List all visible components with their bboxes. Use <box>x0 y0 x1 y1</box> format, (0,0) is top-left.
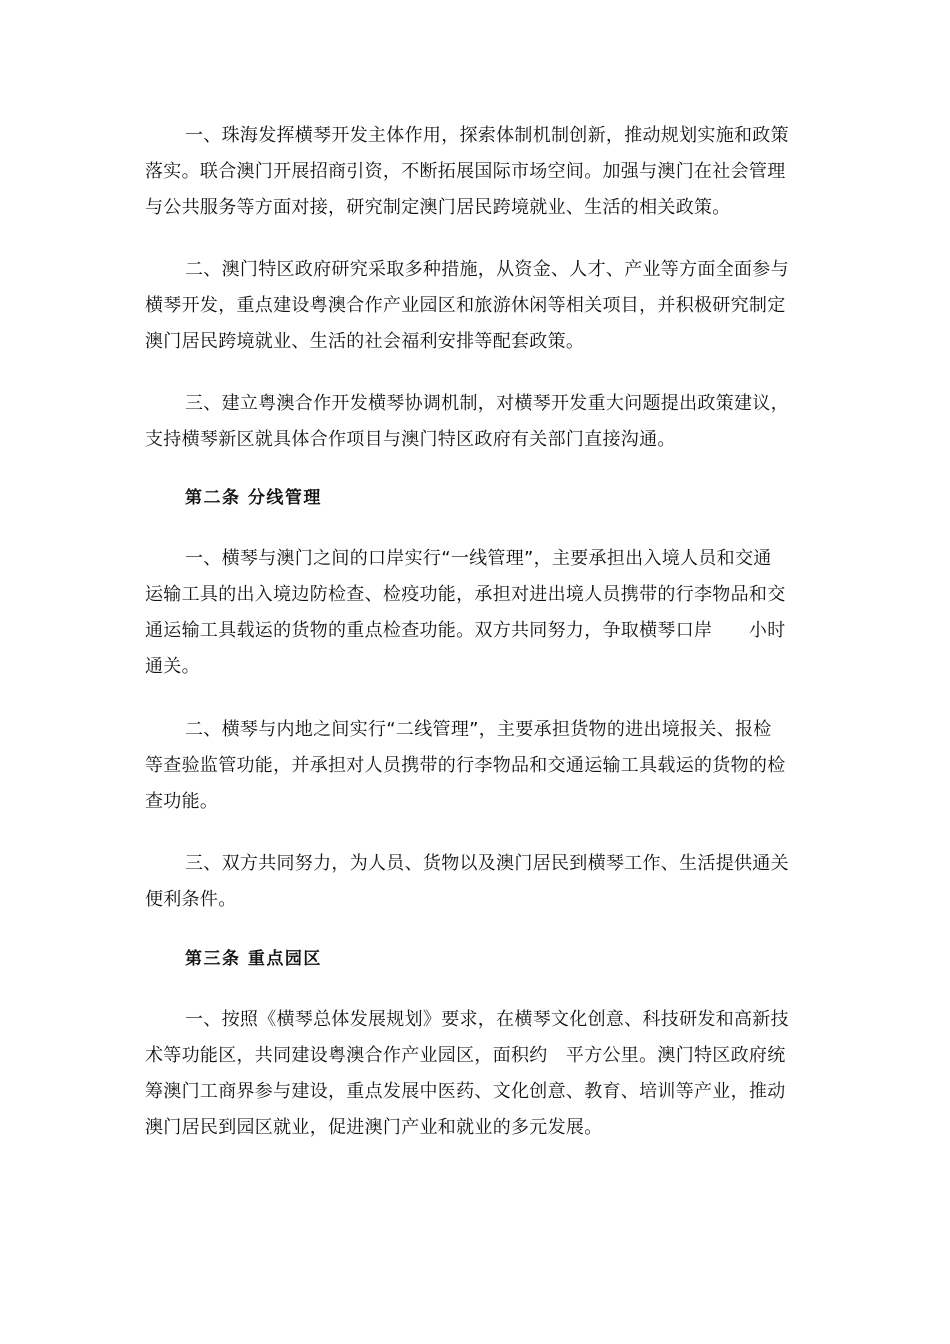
text-line: 术等功能区，共同建设粤澳合作产业园区，面积约 平方公里。澳门特区政府统 <box>145 1045 786 1066</box>
paragraph-coordination-mechanism <box>145 386 810 458</box>
paragraph-macau-measures <box>145 252 810 360</box>
paragraph-first-line-management <box>145 541 810 685</box>
text-line: 筹澳门工商界参与建设，重点发展中医药、文化创意、教育、培训等产业，推动 <box>145 1081 786 1102</box>
paragraph-industrial-park <box>145 1002 810 1146</box>
text-line: 查功能。 <box>145 791 219 812</box>
text-line: 运输工具的出入境边防检查、检疫功能，承担对进出境人员携带的行李物品和交 <box>145 584 786 605</box>
text-line: 一、珠海发挥横琴开发主体作用，探索体制机制创新，推动规划实施和政策 <box>185 125 789 146</box>
text-line: 二、澳门特区政府研究采取多种措施，从资金、人才、产业等方面全面参与 <box>185 259 789 280</box>
text-line: 三、双方共同努力，为人员、货物以及澳门居民到横琴工作、生活提供通关 <box>185 853 789 874</box>
text-line: 澳门居民到园区就业，促进澳门产业和就业的多元发展。 <box>145 1117 603 1138</box>
text-line: 澳门居民跨境就业、生活的社会福利安排等配套政策。 <box>145 331 585 352</box>
text-line: 一、按照《横琴总体发展规划》要求，在横琴文化创意、科技研发和高新技 <box>185 1009 789 1030</box>
text-line: 等查验监管功能，并承担对人员携带的行李物品和交通运输工具载运的货物的检 <box>145 755 786 776</box>
text-line: 便利条件。 <box>145 889 237 910</box>
text-line: 一、横琴与澳门之间的口岸实行“一线管理”，主要承担出入境人员和交通 <box>185 548 772 569</box>
text-line: 横琴开发，重点建设粤澳合作产业园区和旅游休闲等相关项目，并积极研究制定 <box>145 295 786 316</box>
text-line: 落实。联合澳门开展招商引资，不断拓展国际市场空间。加强与澳门在社会管理 <box>145 161 786 182</box>
paragraph-zhuhai-role <box>145 118 810 226</box>
article-heading-2: 第二条 分线管理 <box>185 488 322 508</box>
text-line: 通关。 <box>145 656 200 677</box>
article-heading-3: 第三条 重点园区 <box>185 949 322 969</box>
text-line: 通运输工具载运的货物的重点检查功能。双方共同努力，争取横琴口岸 小时 <box>145 620 786 641</box>
text-line: 二、横琴与内地之间实行“二线管理”，主要承担货物的进出境报关、报检 <box>185 719 772 740</box>
paragraph-customs-facilitation <box>145 846 810 918</box>
text-line: 三、建立粤澳合作开发横琴协调机制，对横琴开发重大问题提出政策建议， <box>185 393 789 414</box>
text-line: 支持横琴新区就具体合作项目与澳门特区政府有关部门直接沟通。 <box>145 429 676 450</box>
paragraph-second-line-management <box>145 712 810 820</box>
text-line: 与公共服务等方面对接，研究制定澳门居民跨境就业、生活的相关政策。 <box>145 197 731 218</box>
